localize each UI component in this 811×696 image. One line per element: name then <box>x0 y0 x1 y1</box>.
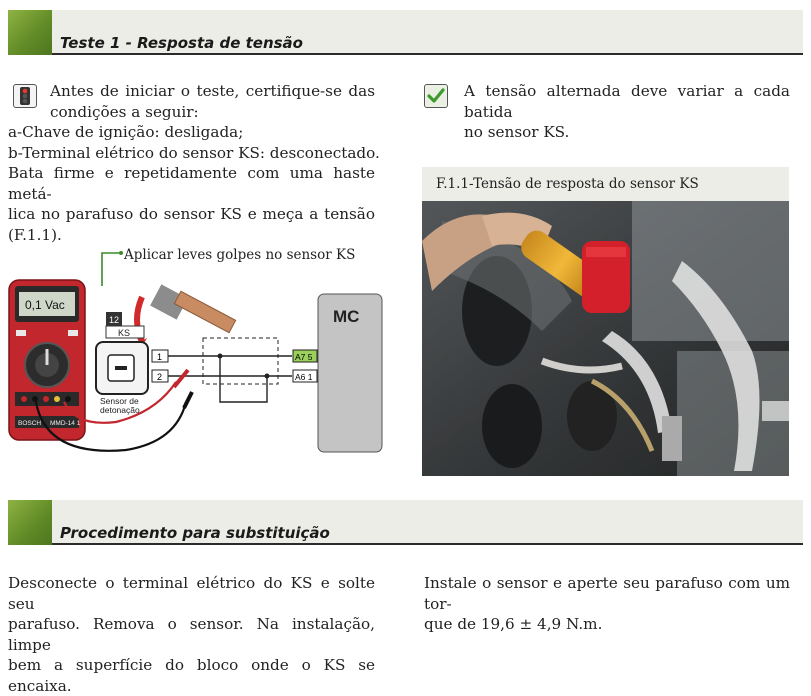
terminal-a75: A7 5 <box>295 352 313 362</box>
section-marker <box>8 500 52 545</box>
meter-display: 0,1 Vac <box>25 298 65 312</box>
pin-1: 1 <box>157 352 163 362</box>
connector-number: 12 <box>109 315 120 325</box>
engine-photo <box>422 201 789 476</box>
instruction-line: (F.1.1). <box>8 225 62 244</box>
result-line: A tensão alternada deve variar a cada batida <box>464 82 790 121</box>
section-header-test <box>8 10 803 55</box>
test-diagram <box>6 242 406 482</box>
procedure-line: Instale o sensor e aperte seu parafuso com um tor- <box>424 574 790 613</box>
section-title: Procedimento para substituição <box>60 524 330 542</box>
knock-sensor-icon <box>96 342 148 394</box>
instruction-line: lica no parafuso do sensor KS e meça a tensão <box>8 205 375 223</box>
callout-text: Aplicar leves golpes no sensor KS <box>124 247 356 263</box>
result-line: no sensor KS. <box>464 123 570 141</box>
connector-name: KS <box>118 328 131 338</box>
instruction-line: a-Chave de ignição: desligada; <box>8 123 244 141</box>
expected-result <box>464 81 790 143</box>
instruction-line: condições a seguir: <box>50 102 199 121</box>
section-rule <box>52 543 803 545</box>
instruction-line: Bata firme e repetidamente com uma haste metá- <box>8 164 375 203</box>
procedure-line: parafuso. Remova o sensor. Na instalação, limpe <box>8 615 375 654</box>
replacement-left <box>8 573 375 696</box>
procedure-line: Desconecte o terminal elétrico do KS e solte seu <box>8 574 375 613</box>
sensor-label: Sensor de <box>100 396 139 406</box>
section-rule <box>52 53 803 55</box>
instruction-line: b-Terminal elétrico do sensor KS: desconectado. <box>8 143 380 162</box>
callout <box>102 247 355 286</box>
section-marker <box>8 10 52 55</box>
procedure-line: que de 19,6 ± 4,9 N.m. <box>424 615 603 633</box>
left-instructions <box>8 81 380 245</box>
meter-brand: BOSCH <box>18 420 42 427</box>
replacement-right <box>424 573 790 635</box>
pin-2: 2 <box>157 372 163 382</box>
section-title: Teste 1 - Resposta de tensão <box>60 34 303 52</box>
section-header-replacement <box>8 500 803 545</box>
procedure-line: bem a superfície do bloco onde o KS se encaixa. <box>8 656 375 695</box>
meter-model: MMD-14 1 <box>50 420 81 427</box>
figure-caption: F.1.1-Tensão de resposta do sensor KS <box>422 167 789 201</box>
multimeter-icon <box>9 280 85 440</box>
hammer-icon <box>137 284 236 350</box>
sensor-label: detonação <box>100 405 140 415</box>
checkmark-icon <box>424 84 448 108</box>
module-label: MC <box>333 307 360 326</box>
instruction-line: Antes de iniciar o teste, certifique-se das <box>50 82 375 100</box>
terminal-a61: A6 1 <box>295 372 313 382</box>
